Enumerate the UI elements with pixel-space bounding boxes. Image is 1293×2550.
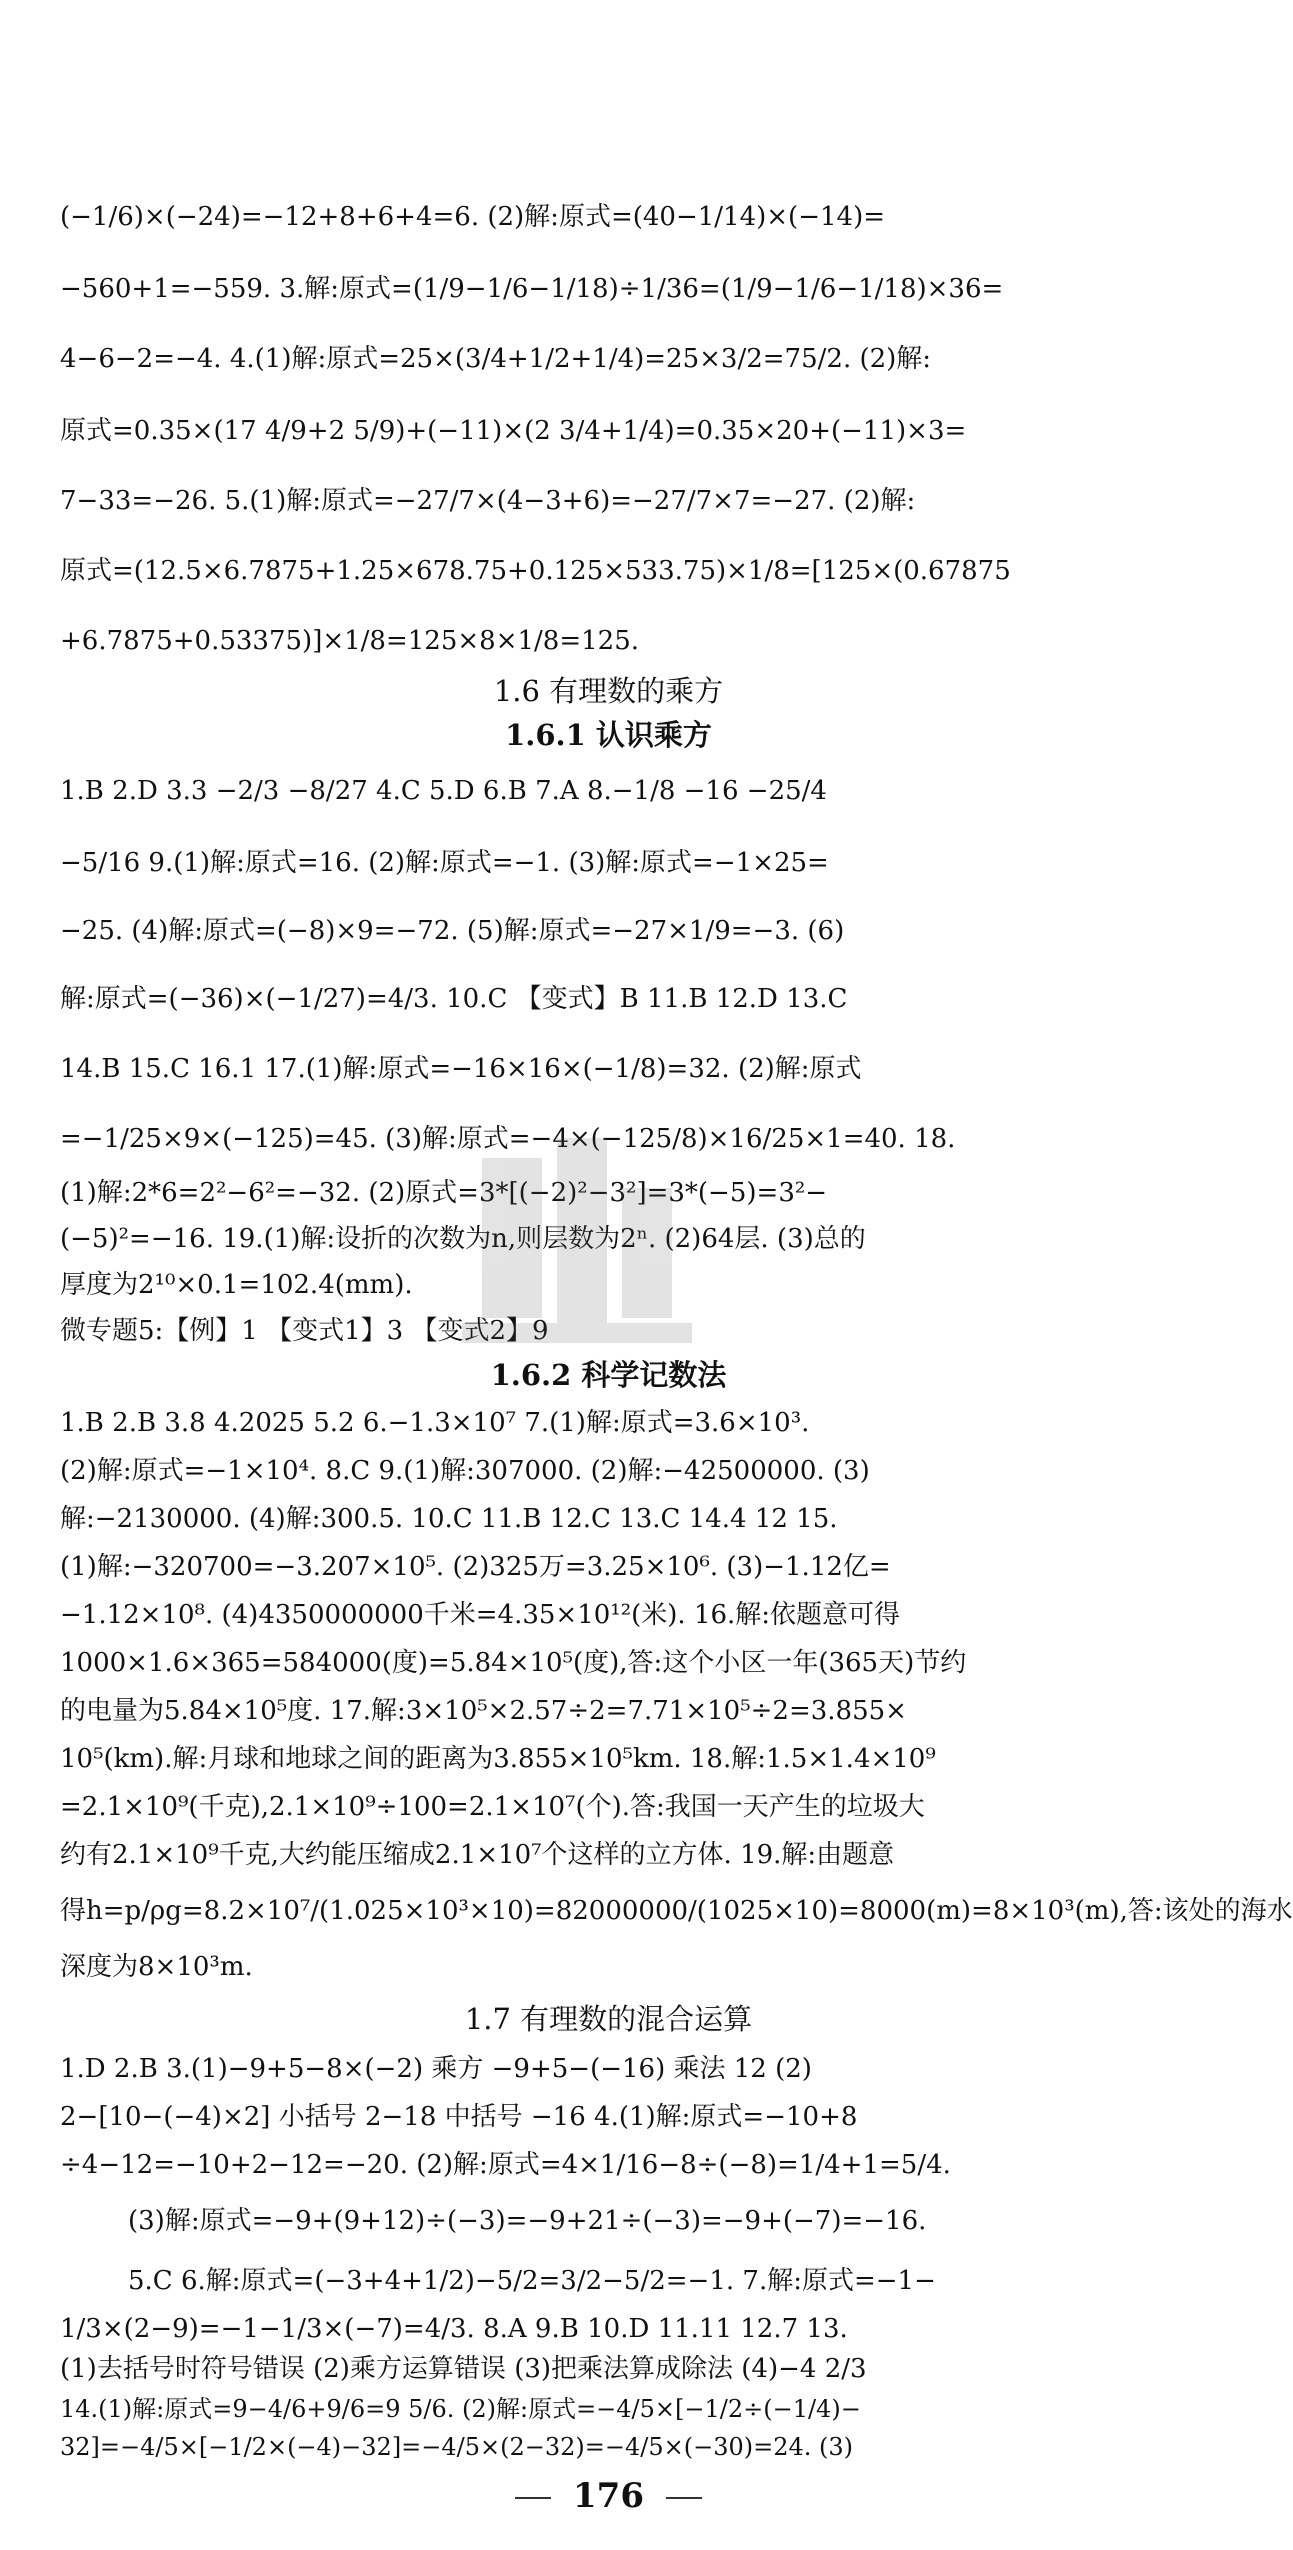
text-line: 1.B 2.D 3.3 −2/3 −8/27 4.C 5.D 6.B 7.A 8.−1/8 −16 −25/4	[60, 776, 827, 806]
text-line: −5/16 9.(1)解:原式=16. (2)解:原式=−1. (3)解:原式=−1×25=	[60, 848, 829, 878]
text-line: 1.D 2.B 3.(1)−9+5−8×(−2) 乘方 −9+5−(−16) 乘法 12 (2)	[60, 2054, 812, 2084]
text-line: (1)解:2*6=2²−6²=−32. (2)原式=3*[(−2)²−3²]=3*(−5)=3²−	[60, 1178, 828, 1208]
text-line: 10⁵(km).解:月球和地球之间的距离为3.855×10⁵km. 18.解:1.5×1.4×10⁹	[60, 1744, 936, 1774]
text-line: −25. (4)解:原式=(−8)×9=−72. (5)解:原式=−27×1/9=−3. (6)	[60, 916, 845, 946]
text-line: 厚度为2¹⁰×0.1=102.4(mm).	[60, 1270, 413, 1300]
text-line: 1000×1.6×365=584000(度)=5.84×10⁵(度),答:这个小区一年(365天)节约	[60, 1648, 967, 1678]
text-line: 7−33=−26. 5.(1)解:原式=−27/7×(4−3+6)=−27/7×7=−27. (2)解:	[60, 486, 916, 516]
text-line: (1)解:−320700=−3.207×10⁵. (2)325万=3.25×10⁶. (3)−1.12亿=	[60, 1552, 891, 1582]
text-line: (−5)²=−16. 19.(1)解:设折的次数为n,则层数为2ⁿ. (2)64层. (3)总的	[60, 1224, 866, 1254]
text-line: =2.1×10⁹(千克),2.1×10⁹÷100=2.1×10⁷(个).答:我国一天产生的垃圾大	[60, 1792, 925, 1822]
text-line: 1.B 2.B 3.8 4.2025 5.2 6.−1.3×10⁷ 7.(1)解:原式=3.6×10³.	[60, 1408, 810, 1438]
text-line: (−1/6)×(−24)=−12+8+6+4=6. (2)解:原式=(40−1/14)×(−14)=	[60, 202, 885, 232]
text-line: −1.12×10⁸. (4)4350000000千米=4.35×10¹²(米). 16.解:依题意可得	[60, 1600, 901, 1630]
text-line: 解:原式=(−36)×(−1/27)=4/3. 10.C 【变式】B 11.B 12.D 13.C	[60, 984, 848, 1014]
text-line: 约有2.1×10⁹千克,大约能压缩成2.1×10⁷个这样的立方体. 19.解:由题意	[60, 1840, 895, 1870]
text-line: 14.(1)解:原式=9−4/6+9/6=9 5/6. (2)解:原式=−4/5×[−1/2÷(−1/4)−	[60, 2395, 861, 2423]
page-number	[0, 2476, 1217, 2516]
text-line: 2−[10−(−4)×2] 小括号 2−18 中括号 −16 4.(1)解:原式=−10+8	[60, 2102, 858, 2132]
text-line: 解:−2130000. (4)解:300.5. 10.C 11.B 12.C 13.C 14.4 12 15.	[60, 1504, 838, 1534]
text-line: −560+1=−559. 3.解:原式=(1/9−1/6−1/18)÷1/36=(1/9−1/6−1/18)×36=	[60, 274, 1004, 304]
text-line: =−1/25×9×(−125)=45. (3)解:原式=−4×(−125/8)×16/25×1=40. 18.	[60, 1124, 956, 1154]
text-line: ÷4−12=−10+2−12=−20. (2)解:原式=4×1/16−8÷(−8)=1/4+1=5/4.	[60, 2150, 951, 2180]
text-line: +6.7875+0.53375)]×1/8=125×8×1/8=125.	[60, 626, 640, 656]
subsection-heading: 1.6.2 科学记数法	[490, 1358, 727, 1392]
text-line: 32]=−4/5×[−1/2×(−4)−32]=−4/5×(2−32)=−4/5×(−30)=24. (3)	[60, 2433, 854, 2461]
text-line: 1/3×(2−9)=−1−1/3×(−7)=4/3. 8.A 9.B 10.D 11.11 12.7 13.	[60, 2314, 848, 2344]
text-line: 14.B 15.C 16.1 17.(1)解:原式=−16×16×(−1/8)=32. (2)解:原式	[60, 1054, 862, 1084]
page-number-value: 176	[573, 2476, 644, 2516]
text-line: 微专题5:【例】1 【变式1】3 【变式2】9	[60, 1316, 549, 1346]
text-line: (2)解:原式=−1×10⁴. 8.C 9.(1)解:307000. (2)解:−42500000. (3)	[60, 1456, 870, 1486]
text-line: 原式=0.35×(17 4/9+2 5/9)+(−11)×(2 3/4+1/4)=0.35×20+(−11)×3=	[60, 416, 967, 446]
text-line: 4−6−2=−4. 4.(1)解:原式=25×(3/4+1/2+1/4)=25×3/2=75/2. (2)解:	[60, 344, 932, 374]
text-line: 深度为8×10³m.	[60, 1952, 253, 1982]
text-line: (1)去括号时符号错误 (2)乘方运算错误 (3)把乘法算成除法 (4)−4 2/3	[60, 2354, 867, 2384]
text-line: 得h=p/ρg=8.2×10⁷/(1.025×10³×10)=82000000/(1025×10)=8000(m)=8×10³(m),答:该处的海水	[60, 1896, 1293, 1926]
text-line: 5.C 6.解:原式=(−3+4+1/2)−5/2=3/2−5/2=−1. 7.解:原式=−1−	[128, 2266, 936, 2296]
text-line: 原式=(12.5×6.7875+1.25×678.75+0.125×533.75)×1/8=[125×(0.67875	[60, 556, 1011, 586]
text-line: (3)解:原式=−9+(9+12)÷(−3)=−9+21÷(−3)=−9+(−7)=−16.	[128, 2206, 927, 2236]
section-heading: 1.7 有理数的混合运算	[464, 2002, 753, 2036]
text-line: 的电量为5.84×10⁵度. 17.解:3×10⁵×2.57÷2=7.71×10⁵÷2=3.855×	[60, 1696, 907, 1726]
page-number-dash-left	[515, 2497, 551, 2499]
page-number-dash-right	[666, 2497, 702, 2499]
section-heading: 1.6 有理数的乘方	[493, 674, 724, 708]
subsection-heading: 1.6.1 认识乘方	[505, 718, 712, 752]
